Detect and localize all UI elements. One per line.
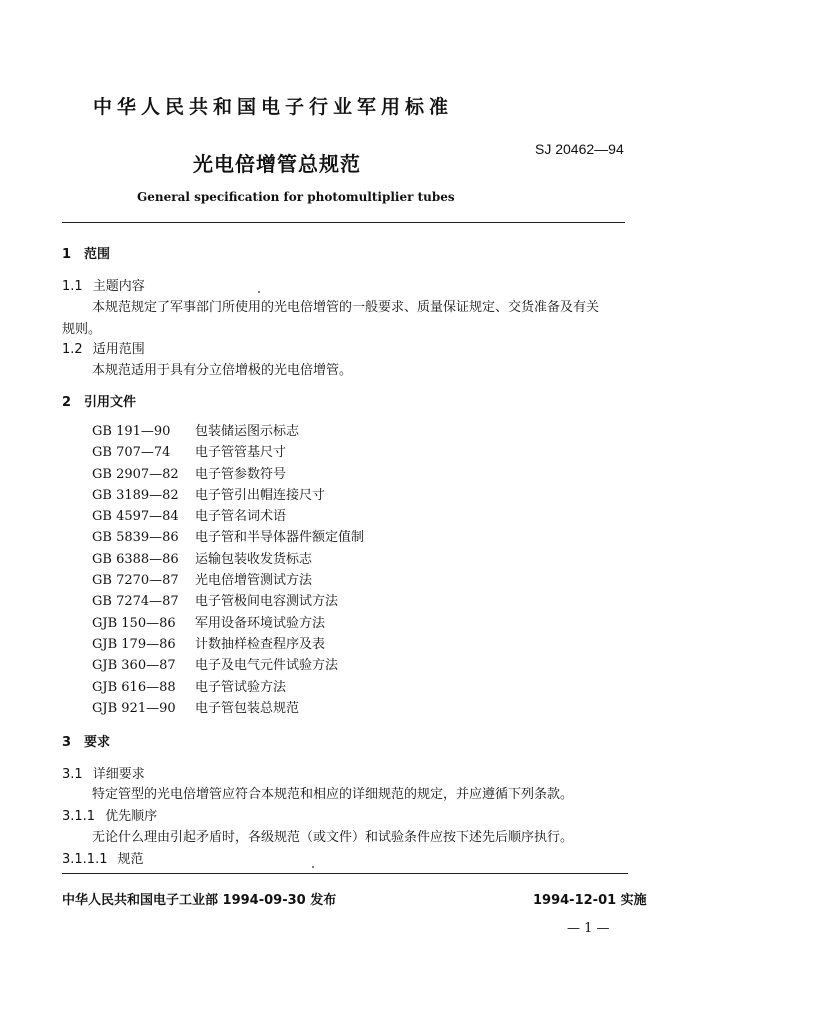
reference-code: GJB 921—90 bbox=[92, 700, 176, 716]
reference-code: GB 2907—82 bbox=[92, 466, 179, 482]
section-3-1-1-paragraph: 无论什么理由引起矛盾时，各级规范（或文件）和试验条件应按下述先后顺序执行。 bbox=[92, 830, 574, 845]
standard-number: SJ 20462—94 bbox=[535, 141, 624, 157]
document-title: 光电倍增管总规范 bbox=[193, 152, 361, 176]
reference-item bbox=[92, 464, 364, 485]
section-title: 规范 bbox=[117, 852, 144, 867]
reference-item bbox=[92, 442, 364, 463]
reference-item bbox=[92, 549, 364, 570]
reference-item bbox=[92, 506, 364, 527]
section-title: 适用范围 bbox=[92, 342, 145, 357]
section-3-1-heading bbox=[62, 763, 145, 782]
scan-speck bbox=[312, 866, 314, 868]
reference-title: 电子管包装总规范 bbox=[195, 700, 300, 716]
section-3-1-1-heading bbox=[62, 805, 157, 824]
reference-item bbox=[92, 698, 364, 719]
section-number: 3.1 bbox=[62, 767, 83, 782]
scan-speck bbox=[258, 291, 260, 293]
section-title: 要求 bbox=[84, 735, 111, 750]
issue-statement: 中华人民共和国电子工业部 1994-09-30 发布 bbox=[62, 893, 337, 908]
reference-code: GB 7270—87 bbox=[92, 573, 179, 589]
section-title: 主题内容 bbox=[92, 279, 145, 294]
section-title: 优先顺序 bbox=[105, 809, 158, 824]
section-number: 1.2 bbox=[62, 342, 83, 357]
section-1-heading bbox=[62, 243, 110, 262]
reference-item bbox=[92, 613, 364, 634]
reference-code: GB 3189—82 bbox=[92, 487, 179, 503]
reference-code: GB 7274—87 bbox=[92, 594, 179, 610]
reference-code: GJB 179—86 bbox=[92, 636, 176, 652]
reference-item bbox=[92, 527, 364, 548]
reference-code: GB 191—90 bbox=[92, 424, 171, 439]
reference-title: 电子管和半导体器件额定值制 bbox=[195, 530, 365, 546]
header-divider bbox=[62, 222, 625, 223]
reference-code: GJB 616—88 bbox=[92, 679, 176, 695]
reference-code: GJB 360—87 bbox=[92, 658, 176, 674]
section-number: 1.1 bbox=[62, 279, 83, 294]
reference-item bbox=[92, 421, 364, 442]
section-1-2-paragraph: 本规范适用于具有分立倍增极的光电倍增管。 bbox=[92, 363, 353, 378]
reference-item bbox=[92, 634, 364, 655]
reference-title: 电子管管基尺寸 bbox=[195, 445, 287, 461]
reference-title: 运输包装收发货标志 bbox=[195, 551, 313, 567]
section-number: 3 bbox=[62, 735, 72, 750]
section-number: 1 bbox=[62, 247, 72, 262]
effective-date: 1994-12-01 实施 bbox=[533, 893, 647, 908]
reference-list bbox=[92, 421, 364, 719]
reference-title: 电子管参数符号 bbox=[195, 466, 287, 482]
reference-title: 包装储运图示标志 bbox=[195, 424, 300, 439]
reference-code: GJB 150—86 bbox=[92, 615, 176, 631]
reference-title: 光电倍增管测试方法 bbox=[195, 573, 313, 589]
reference-code: GB 6388—86 bbox=[92, 551, 179, 567]
section-3-heading bbox=[62, 731, 110, 750]
section-1-1-paragraph-line-2: 规则。 bbox=[62, 322, 102, 337]
section-1-2-heading bbox=[62, 338, 145, 357]
reference-title: 计数抽样检查程序及表 bbox=[195, 636, 326, 652]
section-title: 引用文件 bbox=[84, 395, 137, 410]
reference-item bbox=[92, 570, 364, 591]
section-number: 3.1.1.1 bbox=[62, 852, 108, 867]
section-title: 范围 bbox=[84, 247, 111, 262]
section-title: 详细要求 bbox=[92, 767, 145, 782]
reference-item bbox=[92, 485, 364, 506]
reference-title: 电子管引出帽连接尺寸 bbox=[195, 487, 326, 503]
section-number: 3.1.1 bbox=[62, 809, 96, 824]
reference-title: 电子管极间电容测试方法 bbox=[195, 594, 339, 610]
reference-code: GB 707—74 bbox=[92, 445, 171, 461]
reference-title: 电子管试验方法 bbox=[195, 679, 287, 695]
issuer-heading: 中华人民共和国电子行业军用标准 bbox=[93, 96, 454, 118]
section-3-1-1-1-heading bbox=[62, 848, 144, 867]
reference-title: 电子及电气元件试验方法 bbox=[195, 658, 339, 674]
section-1-1-heading bbox=[62, 275, 145, 294]
reference-code: GB 5839—86 bbox=[92, 530, 179, 546]
document-title-english: General specification for photomultiplier tubes bbox=[137, 190, 455, 204]
section-1-1-paragraph-line-1: 本规范规定了军事部门所使用的光电倍增管的一般要求、质量保证规定、交货准备及有关 bbox=[92, 300, 600, 315]
reference-item bbox=[92, 677, 364, 698]
reference-title: 军用设备环境试验方法 bbox=[195, 615, 326, 631]
section-3-1-paragraph: 特定管型的光电倍增管应符合本规范和相应的详细规范的规定，并应遵循下列条款。 bbox=[92, 787, 574, 802]
footer-divider bbox=[62, 873, 628, 874]
reference-item bbox=[92, 591, 364, 612]
reference-item bbox=[92, 655, 364, 676]
section-2-heading bbox=[62, 391, 136, 410]
section-number: 2 bbox=[62, 395, 72, 410]
page-number: — 1 — bbox=[567, 921, 610, 936]
reference-title: 电子管名词术语 bbox=[195, 509, 287, 525]
reference-code: GB 4597—84 bbox=[92, 509, 179, 525]
